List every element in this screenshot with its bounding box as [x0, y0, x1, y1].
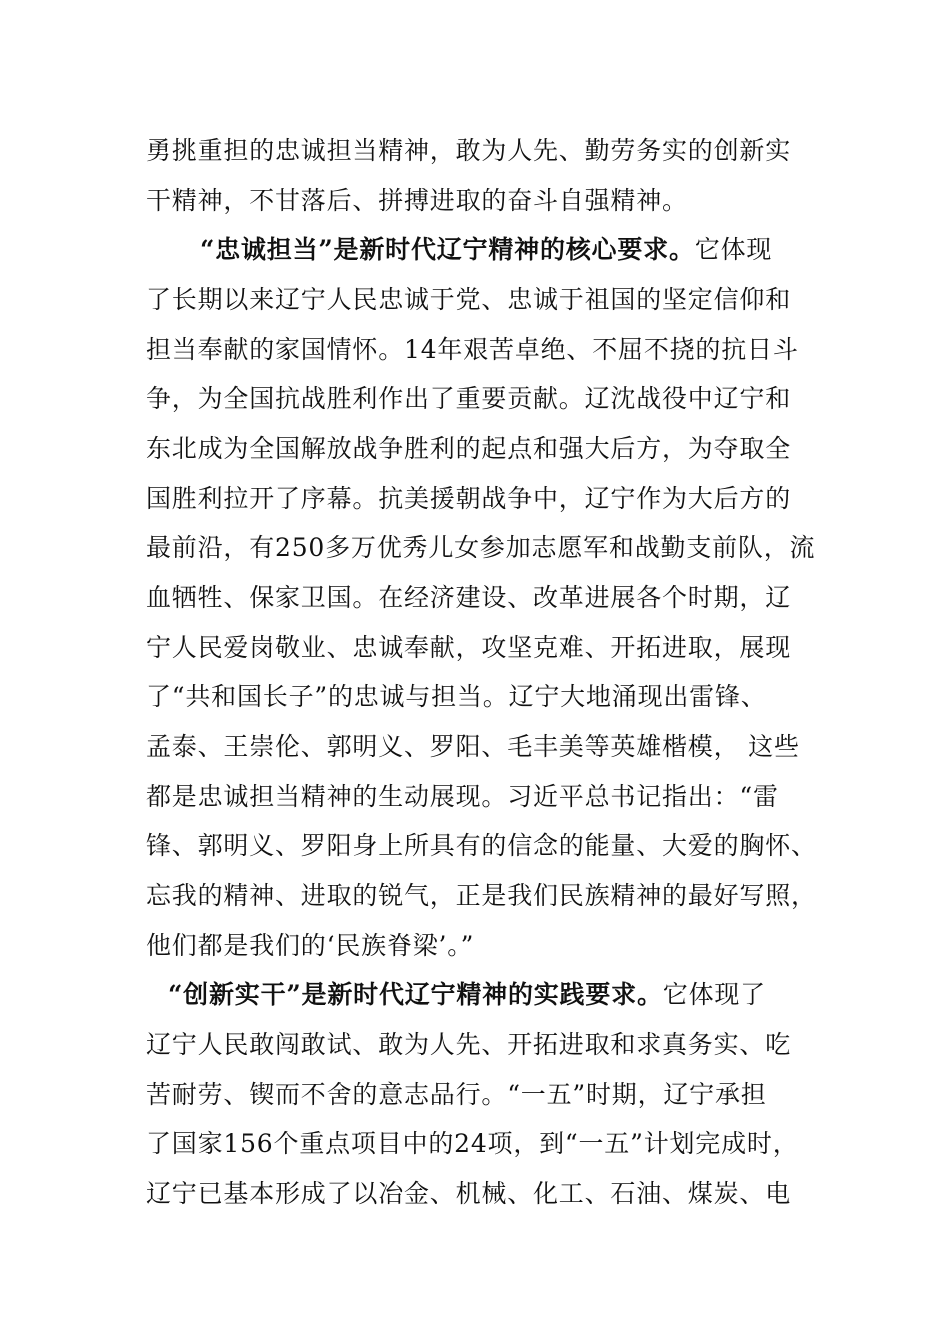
text-line: 干精神，不甘落后、拼搏进取的奋斗自强精神。 [146, 186, 688, 215]
bold-lead: “创新实干”是新时代辽宁精神的实践要求。 [168, 980, 663, 1009]
text-line: 锋、郭明义、罗阳身上所具有的信念的能量、大爱的胸怀、 [146, 831, 817, 860]
text-line: 争，为全国抗战胜利作出了重要贡献。辽沈战役中辽宁和 [146, 384, 792, 413]
text-line: 担当奉献的家国情怀。14年艰苦卓绝、不屈不挠的抗日斗 [146, 335, 799, 364]
text-line: 宁人民爱岗敬业、忠诚奉献，攻坚克难、开拓进取，展现 [146, 633, 792, 662]
text-line: 辽宁已基本形成了以冶金、机械、化工、石油、煤炭、电 [146, 1179, 792, 1208]
text-line: 他们都是我们的‘民族脊梁’。” [146, 931, 475, 960]
paragraph-heading-loyalty: “忠诚担当”是新时代辽宁精神的核心要求。它体现 [200, 235, 773, 264]
text-line: 忘我的精神、进取的锐气，正是我们民族精神的最好写照， [146, 881, 817, 910]
text-line: 勇挑重担的忠诚担当精神，敢为人先、勤劳务实的创新实 [146, 136, 792, 165]
text-line: 了国家156个重点项目中的24项，到“一五”计划完成时， [146, 1129, 799, 1158]
text-line: 辽宁人民敢闯敢试、敢为人先、开拓进取和求真务实、吃 [146, 1030, 792, 1059]
text-line: 国胜利拉开了序幕。抗美援朝战争中，辽宁作为大后方的 [146, 484, 792, 513]
text-line: 都是忠诚担当精神的生动展现。习近平总书记指出：“雷 [146, 782, 779, 811]
text-line: 血牺牲、保家卫国。在经济建设、改革进展各个时期，辽 [146, 583, 792, 612]
text-line: 苦耐劳、锲而不舍的意志品行。“一五”时期，辽宁承担 [146, 1080, 767, 1109]
text-line: 孟泰、王崇伦、郭明义、罗阳、毛丰美等英雄楷模， 这些 [146, 732, 800, 761]
text-line: 了“共和国长子”的忠诚与担当。辽宁大地涌现出雷锋、 [146, 682, 767, 711]
bold-lead: “忠诚担当”是新时代辽宁精神的核心要求。 [200, 235, 695, 264]
text-line: 最前沿，有250多万优秀儿女参加志愿军和战勤支前队，流 [146, 533, 816, 562]
paragraph-heading-innovation: “创新实干”是新时代辽宁精神的实践要求。它体现了 [168, 980, 766, 1009]
text-line: 了长期以来辽宁人民忠诚于党、忠诚于祖国的坚定信仰和 [146, 285, 792, 314]
text-line: 东北成为全国解放战争胜利的起点和强大后方，为夺取全 [146, 434, 792, 463]
